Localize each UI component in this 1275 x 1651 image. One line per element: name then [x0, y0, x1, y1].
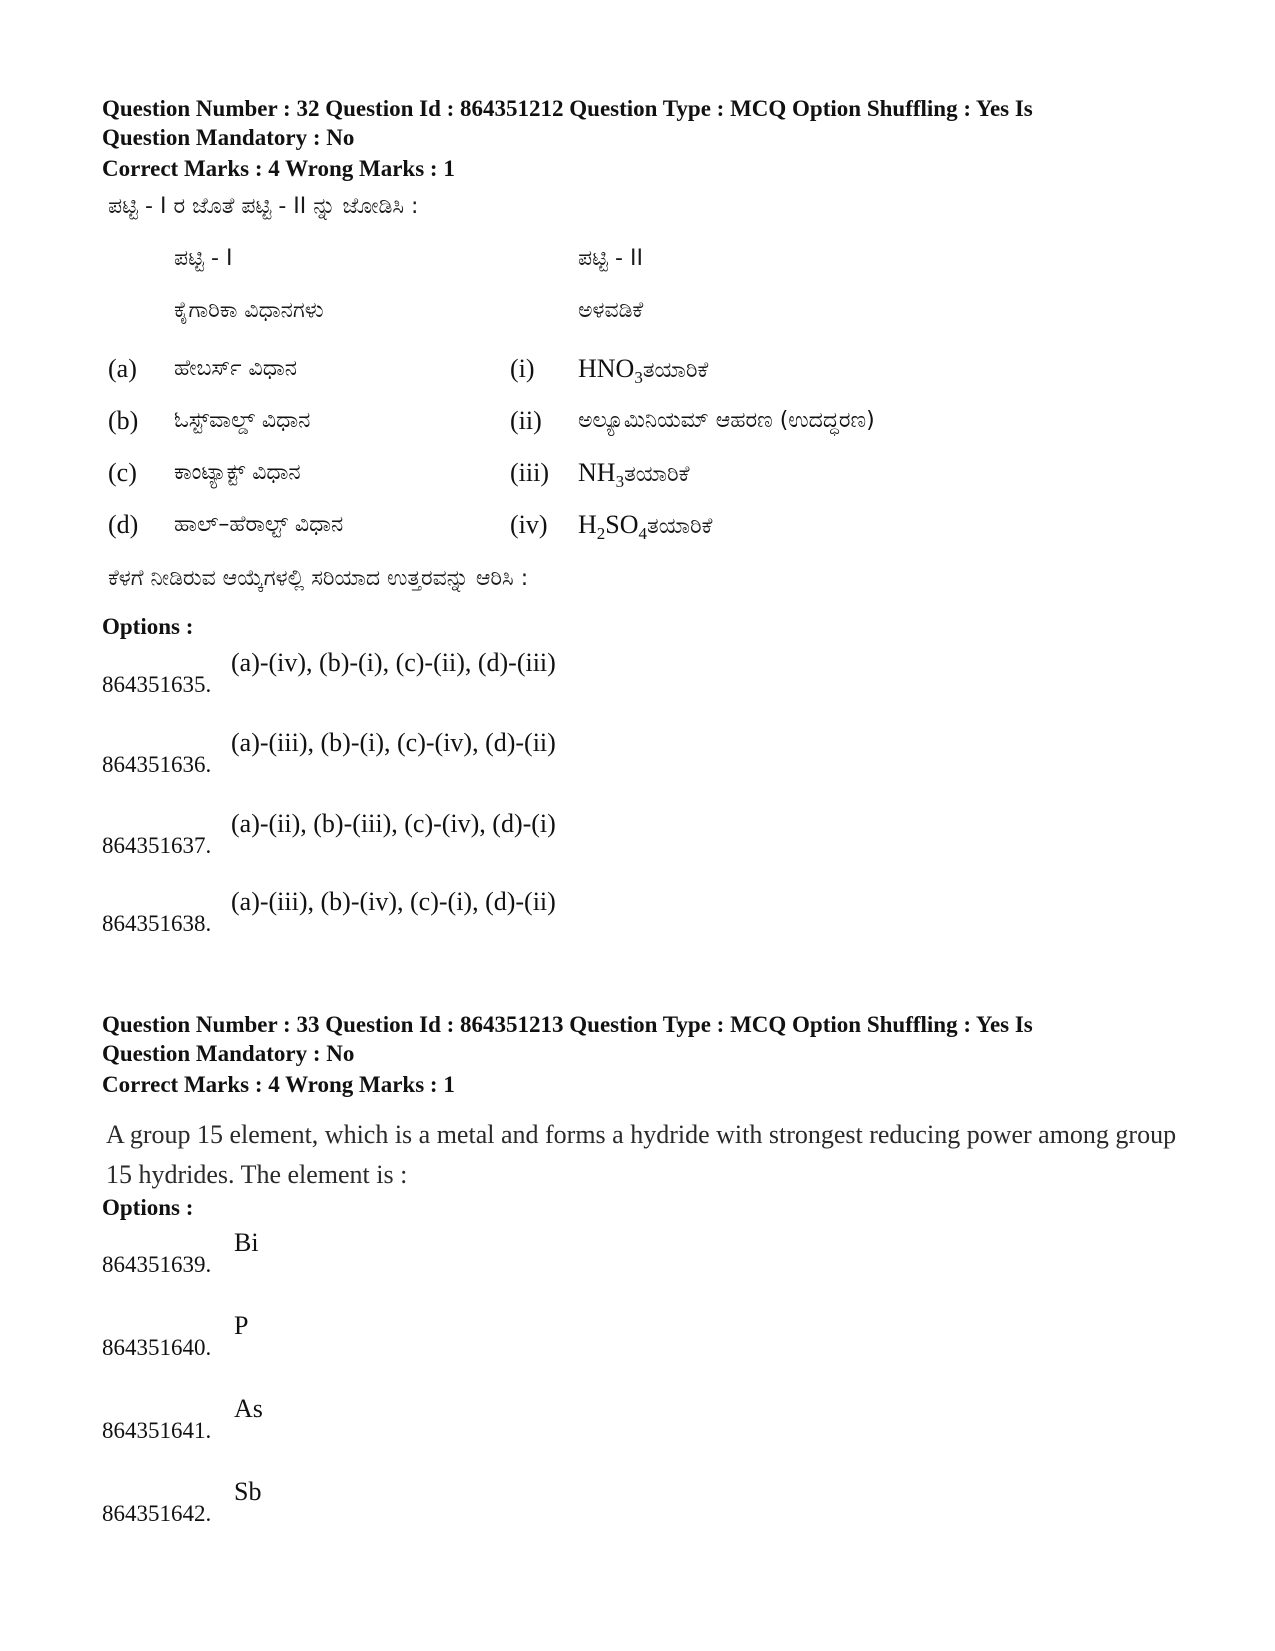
option-text: (a)-(iii), (b)-(i), (c)-(iv), (d)-(ii) — [231, 728, 556, 757]
formula-subscript: 3 — [615, 472, 625, 491]
list2-item-text: ತಯಾರಿಕೆ — [642, 358, 709, 383]
list1-item: ಹೇಬರ್ಸ್ ವಿಧಾನ — [174, 356, 297, 381]
marks-line: Correct Marks : 4 Wrong Marks : 1 — [102, 156, 455, 181]
list2-label: (i) — [510, 354, 535, 383]
option[interactable] — [102, 728, 902, 778]
list1-label: (c) — [108, 458, 137, 487]
list1-item: ಓಸ್ಟ್‌ವಾಲ್ಡ್ ವಿಧಾನ — [174, 408, 311, 433]
option[interactable] — [102, 809, 902, 859]
list1-item: ಕಾಂಟ್ಯಾಕ್ಟ್ ವಿಧಾನ — [174, 460, 301, 485]
formula-subscript: 3 — [634, 368, 643, 387]
options-label: Options : — [102, 614, 194, 639]
option-text: (a)-(iii), (b)-(iv), (c)-(i), (d)-(ii) — [231, 887, 556, 916]
option-text: Bi — [234, 1228, 259, 1257]
option[interactable] — [102, 648, 902, 698]
option-text: (a)-(iv), (b)-(i), (c)-(ii), (d)-(iii) — [231, 648, 556, 677]
option-text: As — [234, 1394, 263, 1423]
formula: HNO — [578, 354, 635, 383]
question-header-line1: Question Number : 32 Question Id : 864351212 Question Type : MCQ Option Shuffling : Yes Is — [102, 96, 1033, 121]
list2-item — [578, 510, 713, 543]
option[interactable] — [102, 1394, 902, 1444]
choose-instruction: ಕೆಳಗೆ ನೀಡಿರುವ ಆಯ್ಕೆಗಳಲ್ಲಿ ಸರಿಯಾದ ಉತ್ತರವನ್ನು ಆರಿಸಿ : — [108, 566, 529, 591]
list2-label: (iv) — [510, 510, 548, 539]
option[interactable] — [102, 1228, 902, 1278]
question-header-line1: Question Number : 33 Question Id : 864351213 Question Type : MCQ Option Shuffling : Yes Is — [102, 1012, 1033, 1037]
option-id: 864351640. — [102, 1335, 212, 1360]
option[interactable] — [102, 1477, 902, 1527]
option-id: 864351636. — [102, 752, 212, 777]
marks-line: Correct Marks : 4 Wrong Marks : 1 — [102, 1072, 455, 1097]
list1-label: (b) — [108, 406, 139, 435]
option-id: 864351637. — [102, 833, 212, 858]
option-text: P — [234, 1311, 249, 1340]
question-header — [102, 1010, 1182, 1068]
formula-part: SO — [605, 510, 639, 539]
option-text: (a)-(ii), (b)-(iii), (c)-(iv), (d)-(i) — [231, 809, 556, 838]
list1-item: ಹಾಲ್–ಹೆರಾಲ್ಟ್ ವಿಧಾನ — [174, 512, 344, 537]
list2-label: (ii) — [510, 406, 542, 435]
option-id: 864351638. — [102, 911, 212, 936]
list2-item: ಅಲ್ಯೂಮಿನಿಯಮ್ ಆಹರಣ (ಉದದ್ಧರಣ) — [578, 408, 875, 433]
option[interactable] — [102, 887, 902, 937]
option-id: 864351639. — [102, 1252, 212, 1277]
list1-subtitle: ಕೈಗಾರಿಕಾ ವಿಧಾನಗಳು — [174, 298, 324, 323]
options-label: Options : — [102, 1195, 194, 1220]
list2-title: ಪಟ್ಟಿ - II — [578, 246, 643, 271]
question-header — [102, 94, 1182, 152]
list2-item-text: ತಯಾರಿಕೆ — [624, 462, 690, 487]
formula: H — [578, 510, 597, 539]
list2-label: (iii) — [510, 458, 549, 487]
option-id: 864351635. — [102, 672, 212, 697]
question-header-line2: Question Mandatory : No — [102, 1041, 355, 1066]
option-id: 864351642. — [102, 1501, 212, 1526]
question-header-line2: Question Mandatory : No — [102, 125, 355, 150]
list2-item — [578, 458, 690, 491]
question-text: A group 15 element, which is a metal and forms a hydride with strongest reducing power among group 15 hydrides. The element is : — [106, 1120, 1177, 1189]
list1-label: (d) — [108, 510, 139, 539]
option-id: 864351641. — [102, 1418, 212, 1443]
match-instruction: ಪಟ್ಟಿ - I ರ ಜೊತೆ ಪಟ್ಟಿ - II ನ್ನು ಜೋಡಿಸಿ : — [108, 194, 419, 219]
option-text: Sb — [234, 1477, 262, 1506]
formula: NH — [578, 458, 616, 487]
list2-subtitle: ಅಳವಡಿಕೆ — [578, 298, 644, 323]
list1-label: (a) — [108, 354, 137, 383]
formula-subscript: 2 — [596, 524, 606, 543]
list2-item-text: ತಯಾರಿಕೆ — [647, 514, 713, 539]
option[interactable] — [102, 1311, 902, 1361]
list2-item — [578, 354, 709, 387]
list1-title: ಪಟ್ಟಿ - I — [174, 246, 233, 271]
formula-subscript: 4 — [638, 524, 648, 543]
